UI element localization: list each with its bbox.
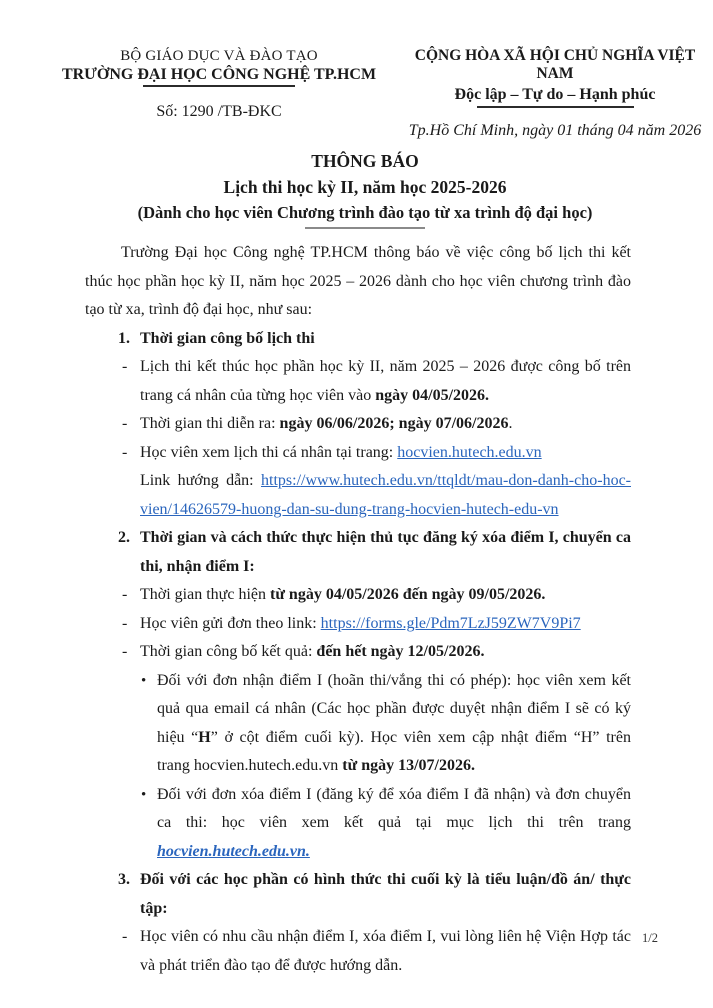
university-name: TRƯỜNG ĐẠI HỌC CÔNG NGHỆ TP.HCM <box>61 66 377 83</box>
text-segment: ” ở cột điểm cuối kỳ). Học viên xem cập nhật điểm “H” trên trang hocvien.hutech.edu.vn <box>157 728 631 774</box>
document-title: THÔNG BÁO <box>311 151 419 171</box>
hyperlink[interactable]: https://www.hutech.edu.vn/ttqldt/mau-don-danh-cho-hoc-vien/14626579-huong-dan-su-dung-trang-hocvien-hutech-edu-vn <box>140 472 631 518</box>
text-segment: Đối với đơn nhận điểm I (hoãn thi/vắng thi có phép): học viên xem kết quả qua email cá nhân (Các học phần được duyệt nhận điểm I sẽ có ký hiệu “ <box>157 671 631 746</box>
text-segment: từ ngày 04/05/2026 đến ngày 09/05/2026. <box>270 586 546 603</box>
section-3-heading <box>85 866 631 923</box>
dash-item <box>85 439 631 468</box>
text-segment: Thời gian công bố lịch thi <box>140 329 315 347</box>
hyperlink[interactable]: hocvien.hutech.edu.vn. <box>157 842 310 860</box>
list-marker: - <box>122 643 128 660</box>
section-1-heading <box>85 325 631 354</box>
text-segment: Link hướng dẫn: <box>140 472 261 489</box>
dash-item <box>85 410 631 439</box>
list-marker: - <box>122 586 128 603</box>
text-segment: Trường Đại học Công nghệ TP.HCM thông báo về việc công bố lịch thi kết thúc học phần học kỳ II, năm học 2025 – 2026 dành cho học viên chương trình đào tạo từ xa, trình độ đại học, như sau: <box>85 244 631 318</box>
text-segment: . <box>508 415 513 432</box>
text-segment: Thời gian thi diễn ra: <box>140 415 280 432</box>
list-marker: - <box>122 443 128 461</box>
document-subtitle: Lịch thi học kỳ II, năm học 2025-2026 <box>223 177 507 197</box>
list-marker: • <box>141 786 147 803</box>
document-body <box>85 239 631 980</box>
list-marker: - <box>122 614 128 632</box>
intro-paragraph <box>85 239 631 325</box>
hyperlink[interactable]: hocvien.hutech.edu.vn <box>397 443 542 461</box>
text-segment: Học viên xem lịch thi cá nhân tại trang: <box>140 443 398 461</box>
list-marker: • <box>141 672 147 689</box>
dash-item <box>85 353 631 410</box>
ministry-name: BỘ GIÁO DỤC VÀ ĐÀO TẠO <box>120 48 318 64</box>
text-segment: Đối với đơn xóa điểm I (đăng ký để xóa điểm I đã nhận) và đơn chuyển ca thi: học viên xem kết quả tại mục lịch thi trên trang <box>157 785 631 831</box>
text-segment: Thời gian và cách thức thực hiện thủ tục đăng ký xóa điểm I, chuyển ca thi, nhận điểm I: <box>140 529 631 575</box>
national-motto: Độc lập – Tự do – Hạnh phúc <box>454 86 656 103</box>
text-segment: Học viên gửi đơn theo link: <box>140 614 321 632</box>
header-right-column <box>398 47 712 141</box>
dash-item <box>85 581 631 610</box>
list-marker: 2. <box>118 529 130 546</box>
list-marker: 1. <box>118 329 130 347</box>
dash-item <box>85 923 631 980</box>
list-marker: 3. <box>118 871 130 888</box>
text-segment: ngày 04/05/2026. <box>375 386 490 404</box>
page-number: 1/2 <box>642 931 658 945</box>
bullet-item <box>85 781 631 867</box>
title-rule <box>305 227 425 229</box>
dash-item <box>85 610 631 639</box>
text-segment: từ ngày 13/07/2026. <box>342 757 475 774</box>
header-left-rule <box>143 85 295 87</box>
text-segment: Thời gian thực hiện <box>140 586 270 603</box>
hyperlink[interactable]: https://forms.gle/Pdm7LzJ59ZW7V9Pi7 <box>320 614 581 632</box>
list-marker: - <box>122 358 128 375</box>
document-subtitle-2: (Dành cho học viên Chương trình đào tạo từ xa trình độ đại học) <box>137 203 593 222</box>
section-2-heading <box>85 524 631 581</box>
text-segment: Thời gian công bố kết quả: <box>140 643 317 660</box>
header-right-rule <box>477 106 634 108</box>
text-segment: Lịch thi kết thúc học phần học kỳ II, năm 2025 – 2026 được công bố trên trang cá nhân của từng học viên vào <box>140 358 631 404</box>
national-title: CỘNG HÒA XÃ HỘI CHỦ NGHĨA VIỆT NAM <box>414 47 696 82</box>
continuation-line <box>85 467 631 524</box>
header-left-column <box>60 47 378 122</box>
list-marker: - <box>122 928 128 945</box>
bullet-item <box>85 667 631 781</box>
text-segment: ngày 06/06/2026; ngày 07/06/2026 <box>279 415 509 432</box>
document-number: Số: 1290 /TB-ĐKC <box>156 103 282 120</box>
text-segment: đến hết ngày 12/05/2026. <box>316 643 485 660</box>
text-segment: H <box>198 728 211 746</box>
text-segment: Học viên có nhu cầu nhận điểm I, xóa điểm I, vui lòng liên hệ Viện Hợp tác và phát triển đào tạo để được hướng dẫn. <box>140 928 631 974</box>
list-marker: - <box>122 415 128 432</box>
dash-item <box>85 638 631 667</box>
title-block <box>85 149 645 229</box>
date-line: Tp.Hồ Chí Minh, ngày 01 tháng 04 năm 2026 <box>408 122 702 139</box>
text-segment: Đối với các học phần có hình thức thi cuối kỳ là tiểu luận/đồ án/ thực tập: <box>140 871 631 917</box>
